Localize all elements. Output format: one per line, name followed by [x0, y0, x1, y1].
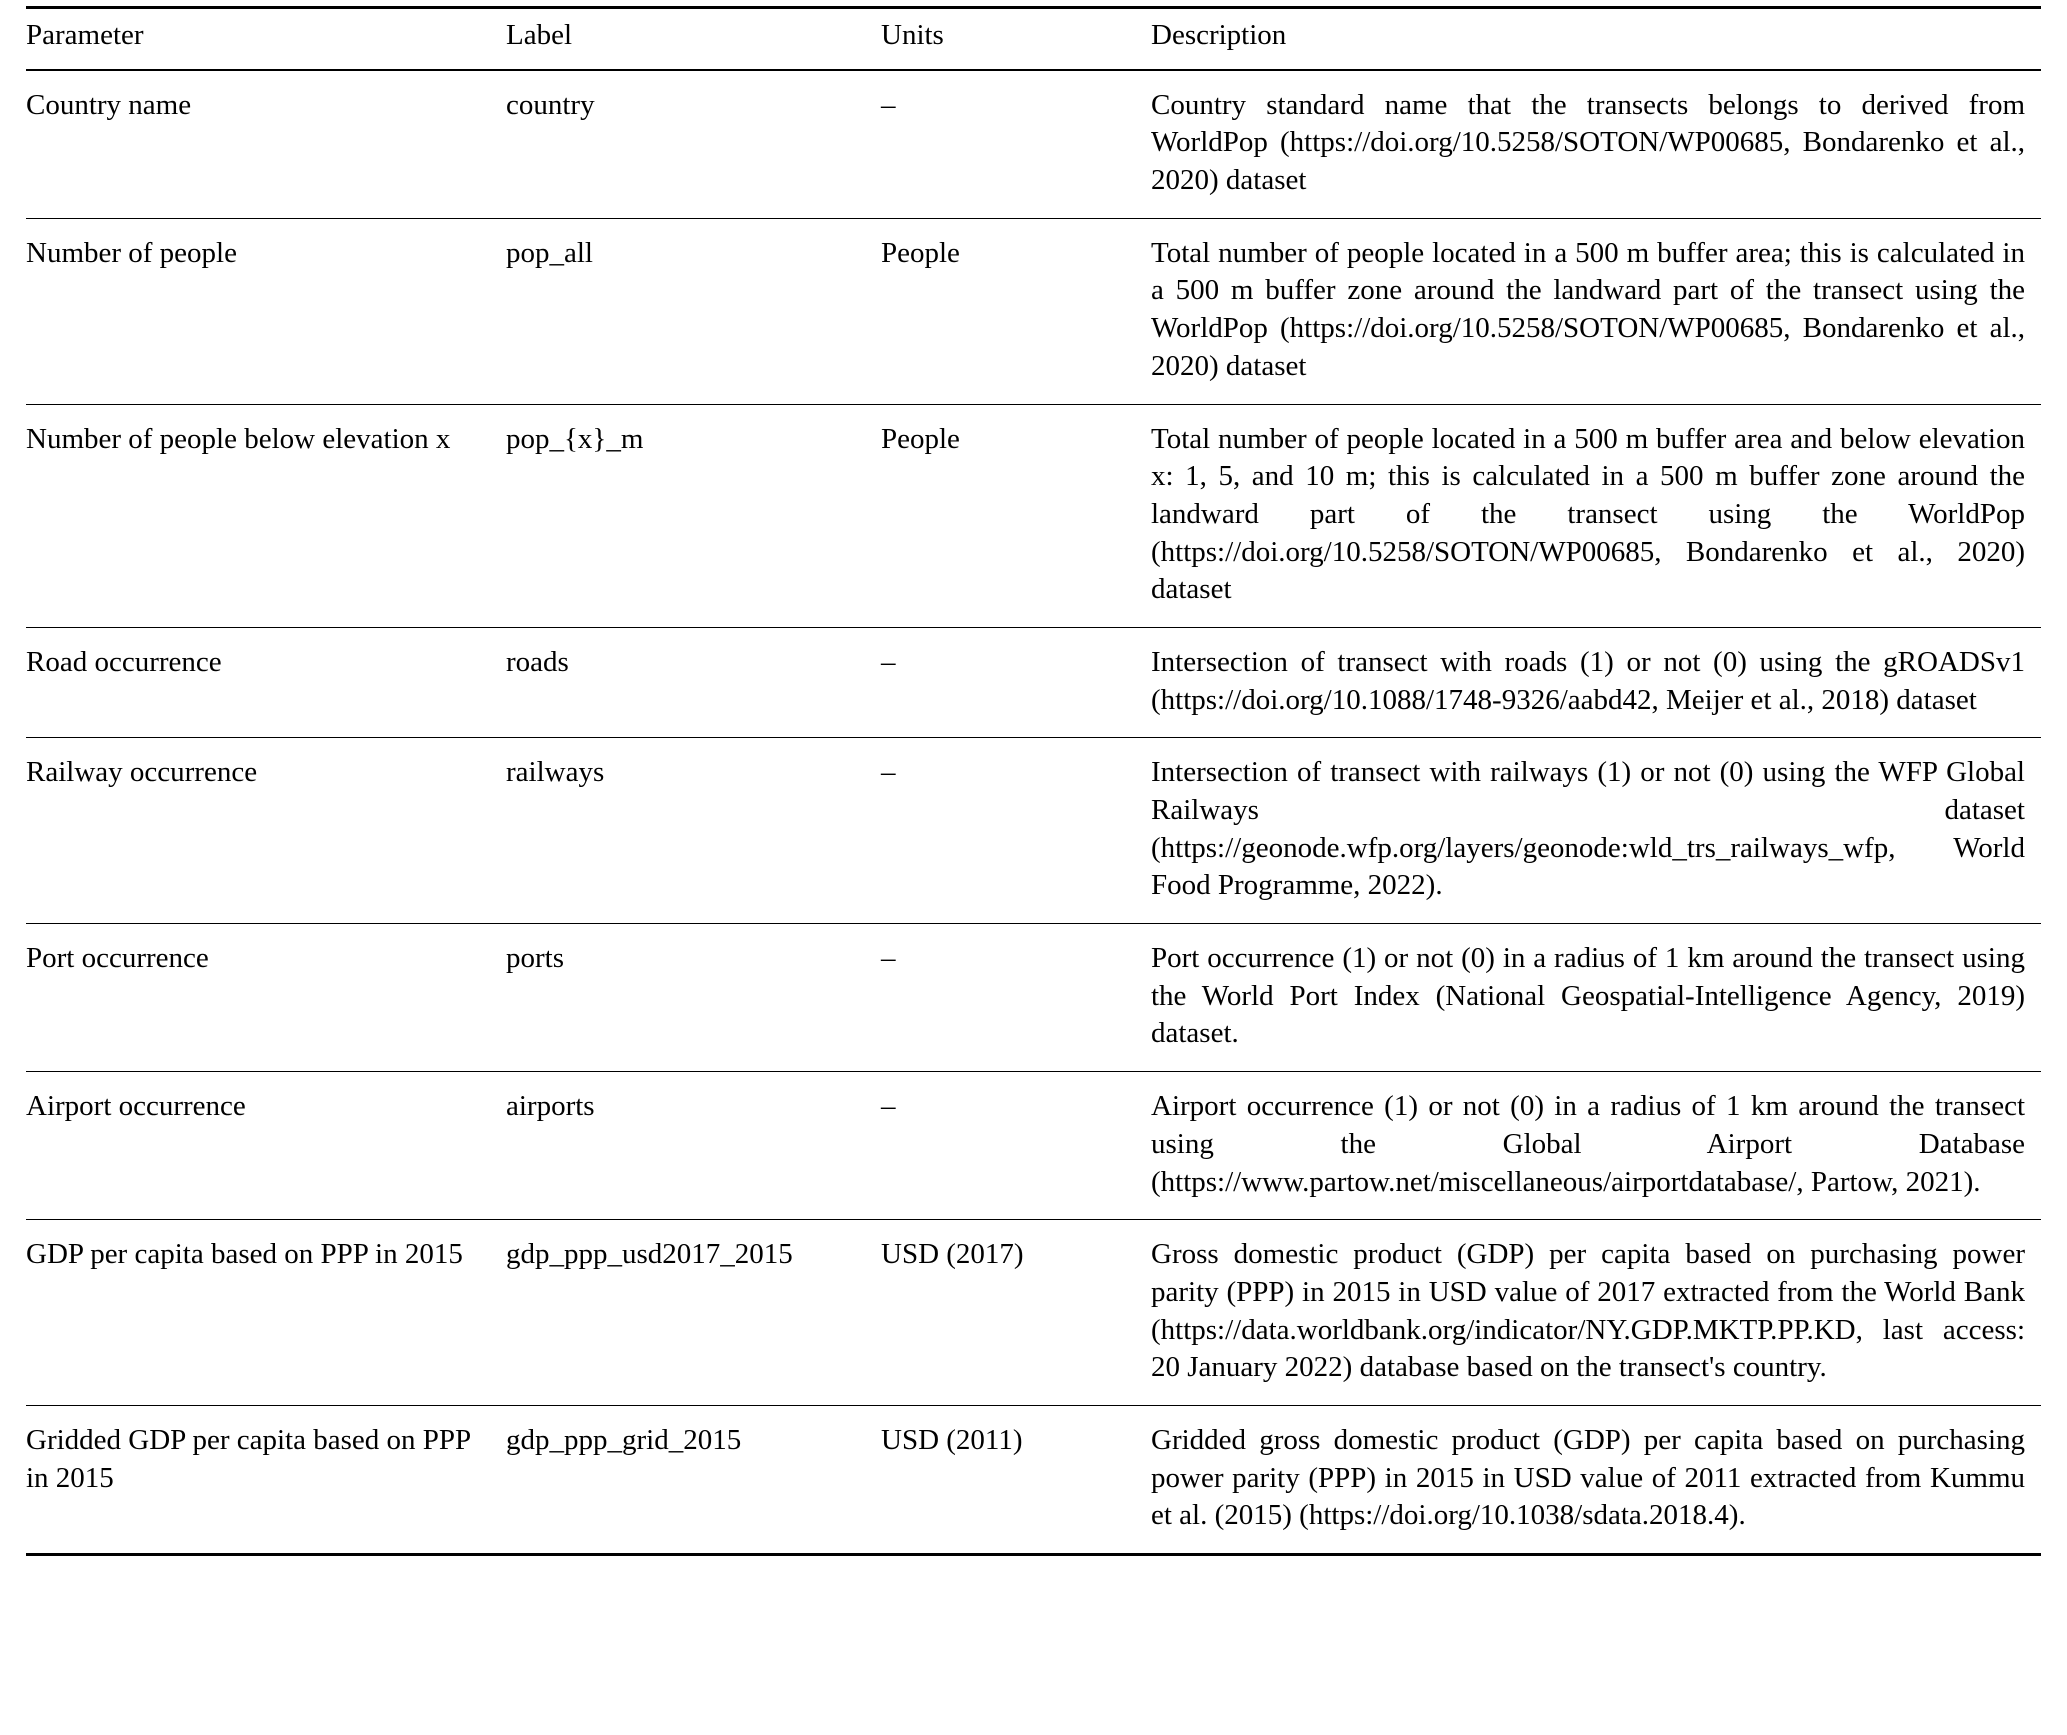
cell-units: –: [881, 70, 1151, 219]
cell-units: –: [881, 1072, 1151, 1220]
cell-description: Country standard name that the transects belongs to derived from WorldPop (https://doi.org/10.5258/SOTON/WP00685, Bondarenko et al., 2020) dataset: [1151, 70, 2041, 219]
cell-description: Intersection of transect with railways (1) or not (0) using the WFP Global Railways dataset (https://geonode.wfp.org/layers/geonode:wld_trs_railways_wfp, World Food Programme, 2022).: [1151, 738, 2041, 924]
cell-parameter: Gridded GDP per capita based on PPP in 2015: [26, 1405, 506, 1554]
cell-description: Gross domestic product (GDP) per capita based on purchasing power parity (PPP) in 2015 in USD value of 2017 extracted from the World Bank (https://data.worldbank.org/indicator/NY.GDP.MKTP.PP.KD, last access: 20 January 2022) database based on the transect's country.: [1151, 1220, 2041, 1406]
table-row: [26, 924, 2041, 1072]
table-row: [26, 1072, 2041, 1220]
table-body: [26, 70, 2041, 1555]
cell-description: Total number of people located in a 500 m buffer area; this is calculated in a 500 m buffer zone around the landward part of the transect using the WorldPop (https://doi.org/10.5258/SOTON/WP00685, Bondarenko et al., 2020) dataset: [1151, 218, 2041, 404]
table-row: [26, 738, 2041, 924]
cell-label: roads: [506, 627, 881, 737]
table-row: [26, 218, 2041, 404]
cell-description: Intersection of transect with roads (1) or not (0) using the gROADSv1 (https://doi.org/10.1088/1748-9326/aabd42, Meijer et al., 2018) dataset: [1151, 627, 2041, 737]
cell-units: People: [881, 404, 1151, 627]
column-header-parameter: Parameter: [26, 8, 506, 70]
column-header-label: Label: [506, 8, 881, 70]
table-header-row: [26, 8, 2041, 70]
cell-units: –: [881, 924, 1151, 1072]
column-header-units: Units: [881, 8, 1151, 70]
table-row: [26, 404, 2041, 627]
cell-description: Airport occurrence (1) or not (0) in a radius of 1 km around the transect using the Global Airport Database (https://www.partow.net/miscellaneous/airportdatabase/, Partow, 2021).: [1151, 1072, 2041, 1220]
cell-description: Gridded gross domestic product (GDP) per capita based on purchasing power parity (PPP) in 2015 in USD value of 2011 extracted from Kummu et al. (2015) (https://doi.org/10.1038/sdata.2018.4).: [1151, 1405, 2041, 1554]
cell-units: USD (2017): [881, 1220, 1151, 1406]
table-row: [26, 627, 2041, 737]
cell-label: railways: [506, 738, 881, 924]
cell-parameter: Number of people: [26, 218, 506, 404]
cell-description: Total number of people located in a 500 m buffer area and below elevation x: 1, 5, and 10 m; this is calculated in a 500 m buffer zone around the landward part of the transect using the WorldPop (https://doi.org/10.5258/SOTON/WP00685, Bondarenko et al., 2020) dataset: [1151, 404, 2041, 627]
cell-units: –: [881, 738, 1151, 924]
cell-units: –: [881, 627, 1151, 737]
cell-parameter: Airport occurrence: [26, 1072, 506, 1220]
parameter-table: [26, 6, 2041, 1556]
column-header-description: Description: [1151, 8, 2041, 70]
table-row: [26, 70, 2041, 219]
cell-parameter: Port occurrence: [26, 924, 506, 1072]
cell-units: USD (2011): [881, 1405, 1151, 1554]
cell-units: People: [881, 218, 1151, 404]
cell-label: gdp_ppp_grid_2015: [506, 1405, 881, 1554]
cell-label: pop_all: [506, 218, 881, 404]
cell-label: country: [506, 70, 881, 219]
cell-parameter: Number of people below elevation x: [26, 404, 506, 627]
cell-parameter: Railway occurrence: [26, 738, 506, 924]
table-row: [26, 1405, 2041, 1554]
cell-label: pop_{x}_m: [506, 404, 881, 627]
cell-parameter: Country name: [26, 70, 506, 219]
cell-label: gdp_ppp_usd2017_2015: [506, 1220, 881, 1406]
cell-parameter: GDP per capita based on PPP in 2015: [26, 1220, 506, 1406]
cell-label: airports: [506, 1072, 881, 1220]
table-row: [26, 1220, 2041, 1406]
table-header: [26, 8, 2041, 70]
cell-parameter: Road occurrence: [26, 627, 506, 737]
cell-label: ports: [506, 924, 881, 1072]
cell-description: Port occurrence (1) or not (0) in a radius of 1 km around the transect using the World Port Index (National Geospatial-Intelligence Agency, 2019) dataset.: [1151, 924, 2041, 1072]
